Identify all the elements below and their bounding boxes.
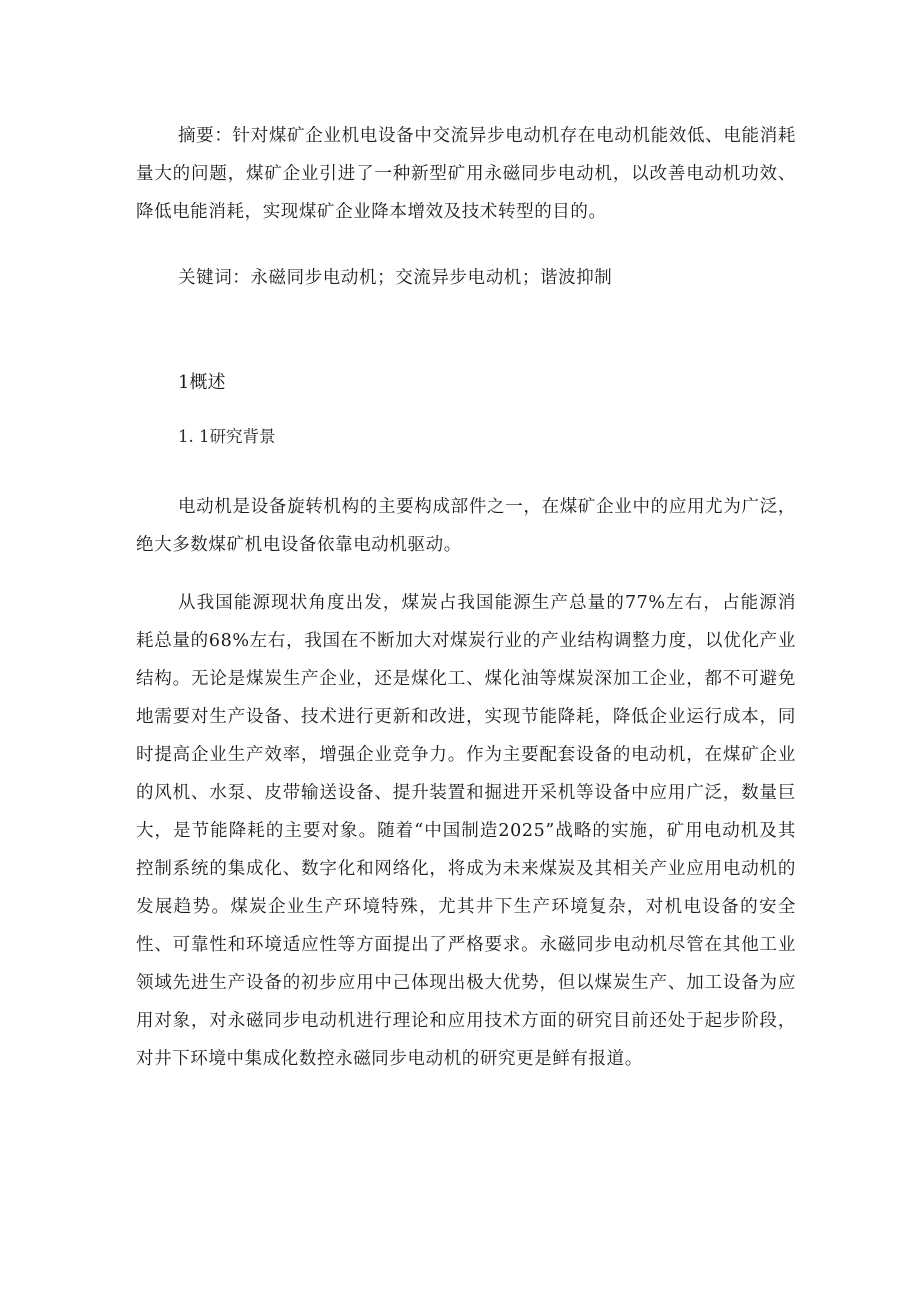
abstract-label: 摘要： [178,126,233,146]
abstract-text: 针对煤矿企业机电设备中交流异步电动机存在电动机能效低、电能消耗量大的问题，煤矿企业引进了一种新型矿用永磁同步电动机，以改善电动机功效、降低电能消耗，实现煤矿企业降本增效及技术转型的目的。 [136,126,796,222]
keywords-label: 关键词： [178,268,251,288]
body-paragraph: 从我国能源现状角度出发，煤炭占我国能源生产总量的77%左右，占能源消耗总量的68%左右，我国在不断加大对煤炭行业的产业结构调整力度，以优化产业结构。无论是煤炭生产企业，还是煤化工、煤化油等煤炭深加工企业，都不可避免地需要对生产设备、技术进行更新和改进，实现节能降耗，降低企业运行成本，同时提高企业生产效率，增强企业竞争力。作为主要配套设备的电动机，在煤矿企业的风机、水泵、皮带输送设备、提升装置和掘进开采机等设备中应用广泛，数量巨大，是节能降耗的主要对象。随着“中国制造2025”战略的实施，矿用电动机及其控制系统的集成化、数字化和网络化，将成为未来煤炭及其相关产业应用电动机的发展趋势。煤炭企业生产环境特殊，尤其井下生产环境复杂，对机电设备的安全性、可靠性和环境适应性等方面提出了严格要求。永磁同步电动机尽管在其他工业领域先进生产设备的初步应用中己体现出极大优势，但以煤炭生产、加工设备为应用对象，对永磁同步电动机进行理论和应用技术方面的研究目前还处于起步阶段，对井下环境中集成化数控永磁同步电动机的研究更是鲜有报道。 [136,593,796,1069]
keywords-text: 永磁同步电动机；交流异步电动机；谐波抑制 [250,268,613,288]
section-heading: 1概述 [178,372,226,393]
abstract-paragraph [136,117,796,231]
body-paragraph: 电动机是设备旋转机构的主要构成部件之一，在煤矿企业中的应用尤为广泛，绝大多数煤矿机电设备依靠电动机驱动。 [136,497,796,555]
keywords-paragraph [136,259,796,297]
subsection-heading: 1. 1研究背景 [178,427,276,446]
